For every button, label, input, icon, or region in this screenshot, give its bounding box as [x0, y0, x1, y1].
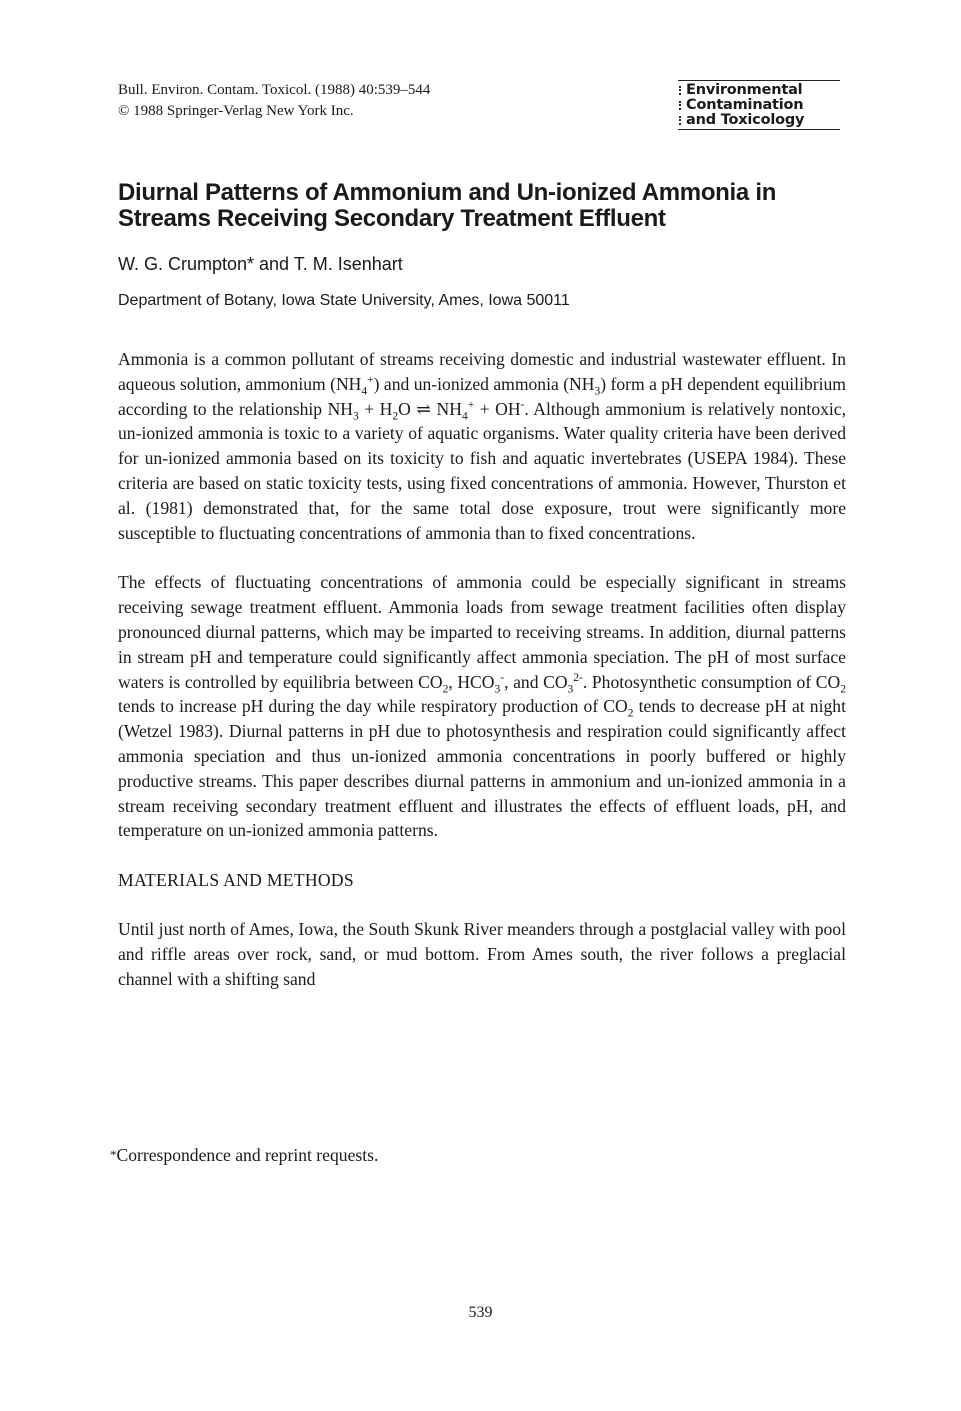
- copyright-line: © 1988 Springer-Verlag New York Inc.: [118, 103, 354, 119]
- footnote: [110, 1143, 846, 1167]
- citation-line: Bull. Environ. Contam. Toxicol. (1988) 40:539–544: [118, 82, 431, 98]
- paper-title: Diurnal Patterns of Ammonium and Un-ionized Ammonia in Streams Receiving Secondary Treatment Effluent: [118, 179, 777, 232]
- paragraph-fluctuating: The effects of fluctuating concentrations of ammonia could be especially significant in streams receiving sewage treatment effluent. Ammonia loads from sewage treatment facilities often display pronounced diurnal patterns, which may be imparted to receiving streams. In addition, diurnal patterns in stream pH and temperature could significantly affect ammonia speciation. The pH of most surface waters is controlled by equilibria between $CO_2$, $HCO_3^-$, and $CO_3^{2-}$. Photosynthetic consumption of $CO_2$ tends to increase pH during the day while respiratory production of $CO_2$ tends to decrease pH at night (Wetzel 1983). Diurnal patterns in pH due to photosynthesis and respiration could significantly affect ammonia speciation and thus un-ionized ammonia concentrations in poorly buffered or highly productive streams. This paper describes diurnal patterns in ammonium and un-ionized ammonia in a stream receiving secondary treatment effluent and illustrates the effects of effluent loads, pH, and temperature on un-ionized ammonia patterns.: [118, 572, 846, 841]
- paragraph-methods: Until just north of Ames, Iowa, the South Skunk River meanders through a postglacial valley with pool and riffle areas over rock, sand, or mud bottom. From Ames south, the river follows a preglacial channel with a shifting sand: [118, 918, 846, 989]
- section-heading: MATERIALS AND METHODS: [118, 870, 355, 891]
- journal-logo-line-2: Contamination: [678, 98, 840, 113]
- journal-logo-line-3: and Toxicology: [678, 113, 840, 128]
- authors: W. G. Crumpton* and T. M. Isenhart: [118, 254, 403, 274]
- journal-logo: [678, 80, 840, 130]
- paragraph-intro: Ammonia is a common pollutant of streams receiving domestic and industrial wastewater effluent. In aqueous solution, ammonium $(NH_4^+)$ and un-ionized ammonia $(NH_3)$ form a pH dependent equilibrium according to the relationship $NH_3 + H_2O$ ⇌ $NH_4^+ + OH^-$. Although ammonium is relatively nontoxic, un-ionized ammonia is toxic to a variety of aquatic organisms. Water quality criteria have been derived for un-ionized ammonia based on its toxicity to fish and aquatic invertebrates (USEPA 1984). These criteria are based on static toxicity tests, using fixed concentrations of ammonia. However, Thurston et al. (1981) demonstrated that, for the same total dose exposure, trout were significantly more susceptible to fluctuating concentrations of ammonia than to fixed concentrations.: [118, 349, 847, 543]
- citation-header: [118, 80, 430, 122]
- page-number: 539: [468, 1304, 493, 1321]
- footnote-mark: *: [110, 1147, 117, 1162]
- footnote-text: Correspondence and reprint requests.: [116, 1145, 379, 1165]
- affiliation: Department of Botany, Iowa State University, Ames, Iowa 50011: [118, 292, 570, 309]
- journal-logo-line-1: Environmental: [678, 83, 840, 98]
- article-body: [118, 347, 846, 1016]
